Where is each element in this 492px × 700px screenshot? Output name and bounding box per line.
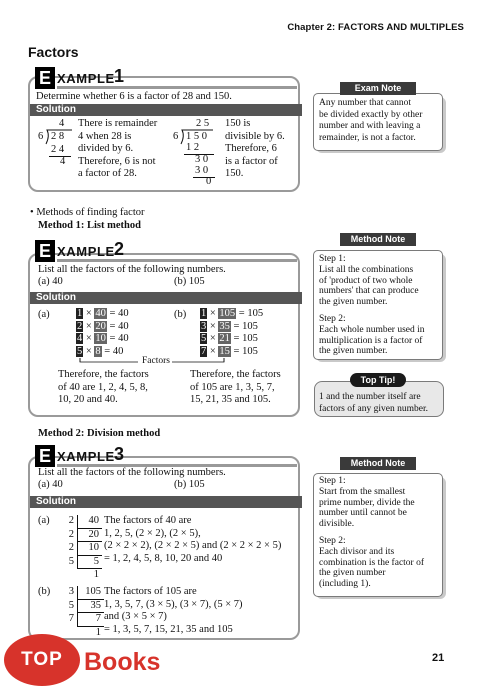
div-a-remainder: 4: [60, 156, 66, 167]
b-row: 3 × 35 = 105: [201, 320, 258, 332]
ladder-row: 5 35: [62, 600, 104, 614]
example-2-b-table: [200, 308, 263, 358]
a-row: 1 × 40 = 40: [77, 308, 129, 319]
page-number: 21: [432, 652, 445, 664]
example-3-letter: E: [35, 445, 55, 467]
method-note-2-text: Step 1: Start from the smallest prime number, divide the number until cannot be divisible. Step 2: Each divisor and its combination is the factor of the given number (including 1).: [319, 476, 424, 590]
div-a-quotient: 4: [59, 118, 65, 129]
method-note-1-title: Method Note: [340, 233, 416, 246]
example-1-solution-label: Solution: [30, 104, 302, 116]
example-2-part-b: (b) 105: [174, 276, 205, 287]
ladder-row: 3 105: [62, 586, 104, 600]
top-tip-title: Top Tip!: [350, 373, 406, 387]
method-note-1-text: Step 1: List all the combinations of 'product of two whole numbers' that can produce the given number. Step 2: Each whole number used in multiplication is a factor of the given number.: [319, 254, 425, 357]
ladder-row: 2 20: [62, 529, 102, 543]
div-b-remainder-2: 0: [206, 176, 212, 187]
a-row: 5 × 8 = 40: [77, 345, 124, 357]
ladder-row: 5 5: [62, 556, 102, 570]
exam-note-title: Exam Note: [340, 82, 416, 95]
div-b-dividend: 1 5 0: [186, 131, 207, 142]
topbooks-logo-circle: TOP: [4, 634, 80, 686]
methods-bullet: • Methods of finding factor: [30, 207, 145, 218]
example-2-question: List all the factors of the following numbers.: [38, 264, 226, 275]
example-3-number: 3: [114, 444, 125, 464]
example-3-question: List all the factors of the following numbers.: [38, 467, 226, 478]
example-3-part-b: (b) 105: [174, 479, 205, 490]
b-row: 1 × 105 = 105: [201, 308, 264, 319]
a-ladder: [62, 515, 102, 582]
ladder-row: 1: [95, 626, 101, 638]
example-2-part-a: (a) 40: [38, 276, 63, 287]
b-row: 7 × 15 = 105: [201, 345, 258, 357]
example-2-number: 2: [114, 239, 125, 259]
example-2-solution-label: Solution: [30, 292, 302, 304]
topbooks-logo-text: Books: [84, 648, 161, 676]
b-row: 5 × 21 = 105: [201, 333, 258, 344]
example-1-number: 1: [114, 66, 125, 86]
a-row: 2 × 20 = 40: [77, 320, 129, 332]
example-3-b-label: (b): [38, 586, 51, 597]
example-3-a-label: (a): [38, 515, 50, 526]
div-a-divisor: 6: [38, 131, 44, 142]
div-b-product-2: 3 0: [195, 165, 209, 176]
method-note-2-title: Method Note: [340, 457, 416, 470]
div-b-divisor: 6: [173, 131, 179, 142]
example-3-b-text: The factors of 105 are 1, 3, 5, 7, (3 × 5), (3 × 7), (5 × 7) and (3 × 5 × 7) = 1, 3, 5, 7, 15, 21, 35 and 105: [104, 586, 243, 635]
example-2-a-conclusion: Therefore, the factors of 40 are 1, 2, 4, 5, 8, 10, 20 and 40.: [58, 369, 149, 405]
section-title: Factors: [28, 44, 79, 60]
method-2-heading: Method 2: Division method: [38, 428, 161, 439]
example-2-a-table: [76, 308, 129, 358]
example-2-b-label: (b): [174, 309, 187, 320]
example-1-letter: E: [35, 67, 55, 89]
example-1-underline: [57, 86, 297, 89]
example-3-a-text: The factors of 40 are 1, 2, 5, (2 × 2), (2 × 5), (2 × 2 × 2), (2 × 2 × 5) and (2 × 2 × 2 × 5) = 1, 2, 4, 5, 8, 10, 20 and 40: [104, 515, 282, 564]
example-2-a-label: (a): [38, 309, 50, 320]
div-b-product-1: 1 2: [186, 142, 200, 153]
example-2-letter: E: [35, 240, 55, 262]
div-a-dividend: 2 8: [51, 131, 65, 142]
div-b-quotient: 2 5: [196, 118, 210, 129]
ladder-row: 1: [93, 569, 99, 580]
factors-label: Factors: [142, 356, 170, 366]
div-b-remainder-1: 3 0: [195, 154, 209, 165]
example-2-word: XAMPLE: [57, 244, 115, 259]
top-tip-text: 1 and the number itself are factors of any given number.: [319, 392, 428, 414]
b-ladder: [62, 586, 104, 639]
chapter-header: Chapter 2: FACTORS AND MULTIPLES: [287, 22, 464, 33]
a-row: 4 × 10 = 40: [77, 333, 129, 344]
ladder-row: 2 40: [62, 515, 102, 529]
example-1-question: Determine whether 6 is a factor of 28 and 150.: [36, 91, 232, 102]
div-a-text: There is remainder 4 when 28 is divided by 6. Therefore, 6 is not a factor of 28.: [78, 118, 158, 179]
div-a-product: 2 4: [51, 144, 65, 155]
ladder-row: 7 7: [62, 613, 104, 627]
example-3-word: XAMPLE: [57, 449, 115, 464]
example-1-word: XAMPLE: [57, 71, 115, 86]
exam-note-text: Any number that cannot be divided exactly by other number and with leaving a remainder, is not a factor.: [319, 98, 423, 143]
example-2-underline: [57, 259, 297, 262]
ladder-row: 2 10: [62, 542, 102, 556]
div-b-line-2: [193, 177, 215, 178]
example-2-b-conclusion: Therefore, the factors of 105 are 1, 3, 5, 7, 15, 21, 35 and 105.: [190, 369, 281, 405]
div-b-text: 150 is divisible by 6. Therefore, 6 is a factor of 150.: [225, 118, 285, 179]
example-3-solution-label: Solution: [30, 496, 302, 508]
method-1-heading: Method 1: List method: [38, 220, 141, 231]
example-3-part-a: (a) 40: [38, 479, 63, 490]
